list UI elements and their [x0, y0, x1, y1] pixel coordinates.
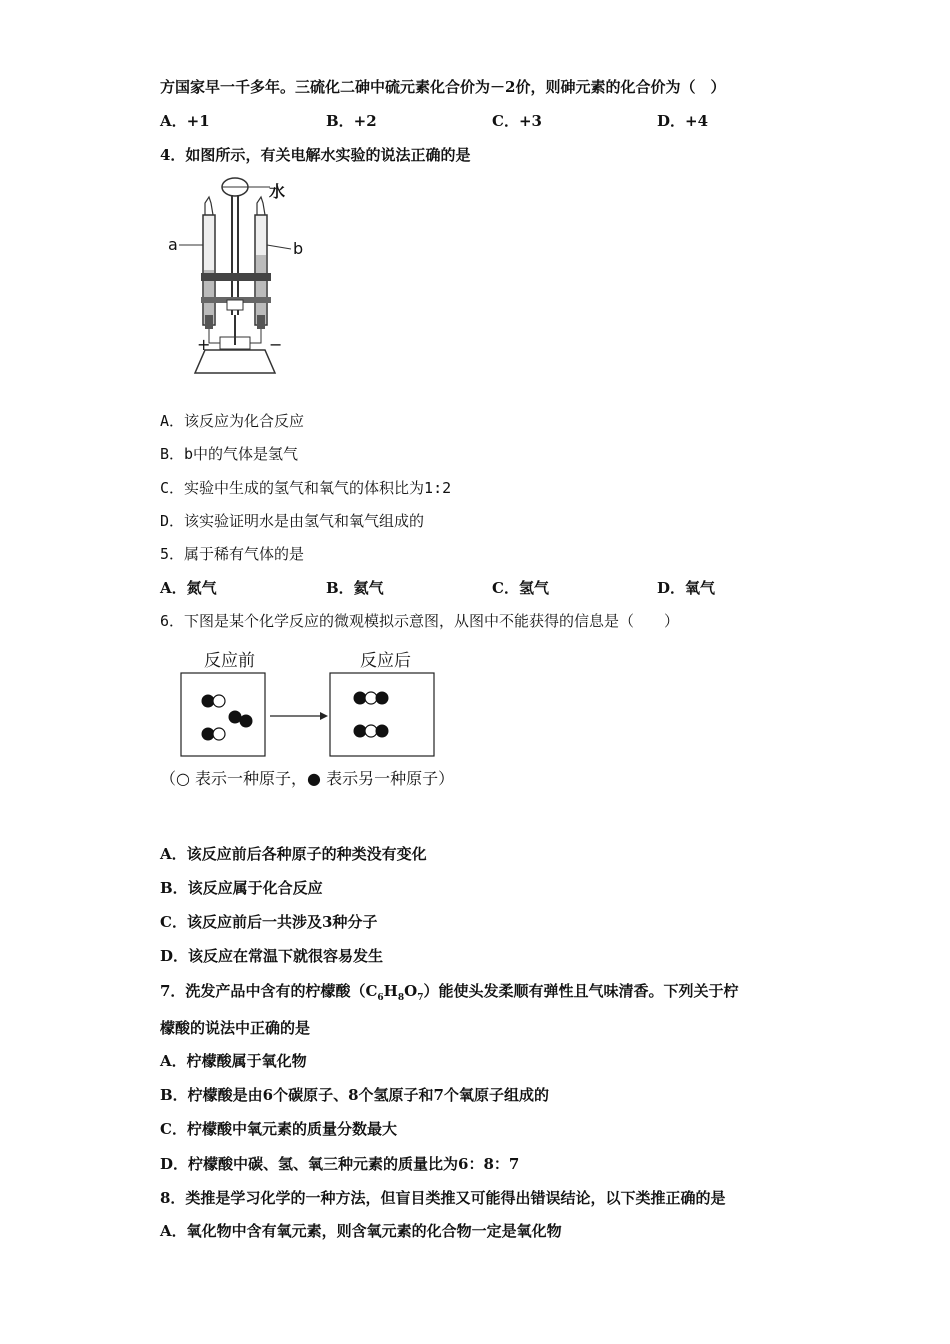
q5-option-a: A．氮气: [160, 579, 217, 597]
q7-stem: [160, 981, 738, 1008]
q7-o-sub: 7: [417, 993, 424, 1003]
q7-o: O: [404, 982, 418, 1000]
label-plus: +: [197, 335, 211, 354]
q5-option-d: D．氧气: [657, 579, 716, 597]
q7-option-d: D．柠檬酸中碳、氢、氧三种元素的质量比为6：8：7: [160, 1155, 520, 1173]
label-a: a: [168, 235, 178, 254]
q3-option-d: D．+4: [657, 112, 709, 130]
q6-option-c: C．该反应前后一共涉及3种分子: [160, 913, 378, 931]
q4-stem: 4．如图所示，有关电解水实验的说法正确的是: [160, 146, 471, 164]
q7-option-a: A．柠檬酸属于氧化物: [160, 1052, 307, 1070]
q6-legend: （○ 表示一种原子，● 表示另一种原子）: [160, 769, 455, 788]
q7-c-sub: 6: [377, 993, 384, 1003]
q4-option-a: A．该反应为化合反应: [160, 412, 305, 430]
q4-option-d: D．该实验证明水是由氢气和氧气组成的: [160, 512, 425, 530]
q3-stem: 方国家早一千多年。三硫化二砷中硫元素化合价为－2价，则砷元素的化合价为（ ）: [160, 78, 726, 96]
q8-option-a: A．氧化物中含有氧元素，则含氧元素的化合物一定是氧化物: [160, 1222, 562, 1240]
q7-h: H: [383, 982, 398, 1000]
electrolysis-apparatus-svg: [165, 175, 315, 380]
label-before: 反应前: [204, 651, 255, 671]
q3-option-b: B．+2: [326, 112, 377, 130]
label-minus: −: [269, 335, 283, 354]
label-after: 反应后: [360, 651, 411, 671]
q3-option-a: A．+1: [160, 112, 210, 130]
q5-stem: 5．属于稀有气体的是: [160, 545, 305, 563]
q6-option-a: A．该反应前后各种原子的种类没有变化: [160, 845, 427, 863]
label-b: b: [293, 239, 304, 258]
q7-option-b: B．柠檬酸是由6个碳原子、8个氢原子和7个氧原子组成的: [160, 1086, 549, 1104]
q5-option-c: C．氢气: [492, 579, 549, 597]
q8-stem: 8．类推是学习化学的一种方法，但盲目类推又可能得出错误结论，以下类推正确的是: [160, 1189, 726, 1207]
q4-option-b: B．b中的气体是氢气: [160, 445, 299, 463]
q7-h-sub: 8: [397, 993, 405, 1003]
q7-option-c: C．柠檬酸中氧元素的质量分数最大: [160, 1120, 397, 1138]
q7-stem-post: ）能使头发柔顺有弹性且气味清香。下列关于柠: [423, 982, 739, 1000]
q7-stem-pre: 7．洗发产品中含有的柠檬酸（C: [160, 982, 378, 1000]
q6-option-d: D．该反应在常温下就很容易发生: [160, 947, 384, 965]
q7-stem-line2: 檬酸的说法中正确的是: [160, 1019, 311, 1037]
q6-stem: 6．下图是某个化学反应的微观模拟示意图，从图中不能获得的信息是（ ）: [160, 612, 680, 630]
q6-option-b: B．该反应属于化合反应: [160, 879, 323, 897]
label-water: 水: [269, 182, 286, 201]
electrolysis-apparatus-diagram: [165, 175, 315, 380]
q3-option-c: C．+3: [492, 112, 542, 130]
q5-option-b: B．氦气: [326, 579, 384, 597]
q4-option-c: C．实验中生成的氢气和氧气的体积比为1:2: [160, 479, 452, 497]
